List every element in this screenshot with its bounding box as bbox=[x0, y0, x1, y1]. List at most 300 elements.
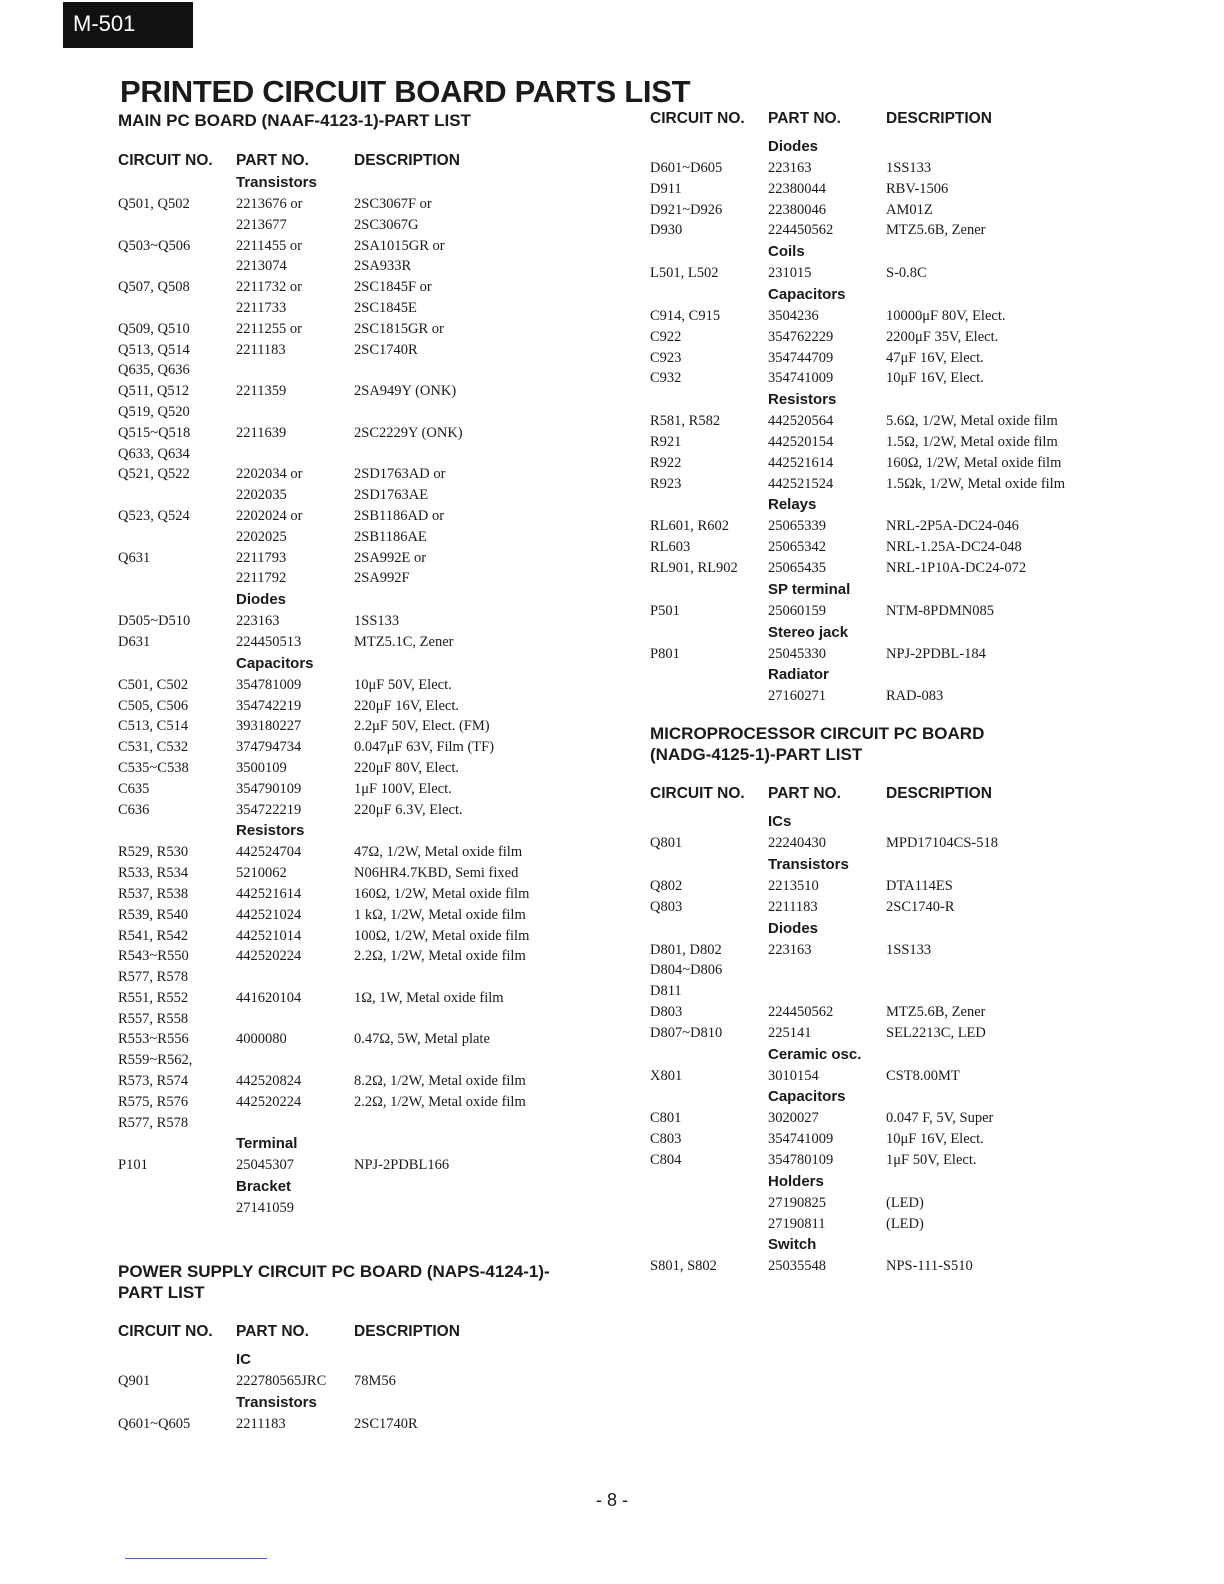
group-label bbox=[650, 284, 1150, 306]
group-label-text: Coils bbox=[768, 243, 805, 261]
circuit-no: C922 bbox=[650, 328, 682, 345]
circuit-no: Q519, Q520 bbox=[118, 403, 190, 420]
part-row bbox=[650, 601, 1150, 622]
description: N06HR4.7KBD, Semi fixed bbox=[354, 865, 519, 882]
part-no: 441620104 bbox=[236, 989, 302, 1006]
circuit-no: D804~D806 bbox=[650, 962, 723, 979]
part-row bbox=[118, 360, 618, 381]
description: 2SA933R bbox=[354, 258, 412, 275]
part-no: 442521024 bbox=[236, 906, 302, 923]
description bbox=[354, 402, 618, 423]
group-label-text: Stereo jack bbox=[768, 623, 849, 641]
group-label-text: Diodes bbox=[768, 919, 819, 937]
continued-column-headers bbox=[650, 108, 1150, 130]
group-label bbox=[118, 1349, 618, 1371]
description: RBV-1506 bbox=[886, 180, 949, 197]
circuit-no: D631 bbox=[118, 633, 151, 650]
part-no: 2211792 bbox=[236, 570, 287, 587]
part-no: 2211359 bbox=[236, 383, 287, 400]
group-label-text: IC bbox=[236, 1351, 251, 1369]
description: MTZ5.6B, Zener bbox=[886, 222, 986, 239]
group-label bbox=[650, 494, 1150, 516]
group-label-text: Diodes bbox=[768, 138, 819, 155]
part-no: 2211793 bbox=[236, 549, 287, 566]
part-no: 25065342 bbox=[768, 539, 826, 556]
part-no: 25045307 bbox=[236, 1157, 294, 1174]
description: 1Ω, 1W, Metal oxide film bbox=[354, 989, 504, 1006]
part-row bbox=[650, 1129, 1150, 1150]
part-no: 442521614 bbox=[236, 885, 302, 902]
part-no: 27190825 bbox=[768, 1194, 826, 1211]
description: 47μF 16V, Elect. bbox=[886, 349, 984, 366]
part-no: 2213676 or bbox=[236, 196, 303, 212]
part-row bbox=[118, 506, 618, 527]
circuit-no: Q523, Q524 bbox=[118, 507, 190, 524]
part-no: 442520224 bbox=[236, 948, 302, 965]
micro-board-column-headers bbox=[650, 783, 1150, 805]
circuit-no: R529, R530 bbox=[118, 844, 189, 861]
circuit-no: Q631 bbox=[118, 549, 151, 566]
group-label-text: Terminal bbox=[236, 1135, 298, 1153]
part-no bbox=[236, 1009, 354, 1030]
part-no: 2211639 bbox=[236, 424, 287, 441]
circuit-no: C531, C532 bbox=[118, 739, 189, 756]
group-label bbox=[118, 1133, 618, 1155]
description bbox=[354, 1009, 618, 1030]
description: 160Ω, 1/2W, Metal oxide film bbox=[354, 885, 530, 902]
part-no: 2211183 bbox=[236, 1415, 286, 1432]
description bbox=[886, 960, 1150, 981]
circuit-no: C535~C538 bbox=[118, 759, 189, 776]
part-row bbox=[118, 737, 618, 758]
part-row bbox=[118, 800, 618, 821]
circuit-no: D930 bbox=[650, 222, 683, 239]
group-label bbox=[650, 622, 1150, 644]
part-row bbox=[118, 548, 618, 569]
part-row bbox=[650, 897, 1150, 918]
description: 220μF 6.3V, Elect. bbox=[354, 801, 463, 818]
circuit-no: D801, D802 bbox=[650, 941, 722, 958]
part-no: 393180227 bbox=[236, 718, 302, 735]
power-board-title-line2: PART LIST bbox=[118, 1283, 205, 1303]
part-row bbox=[118, 1414, 618, 1435]
part-no: 223163 bbox=[768, 160, 812, 176]
part-no: 2211183 bbox=[768, 898, 818, 915]
part-no: 3010154 bbox=[768, 1067, 819, 1084]
part-row bbox=[650, 432, 1150, 453]
group-label bbox=[650, 664, 1150, 686]
circuit-no: R581, R582 bbox=[650, 413, 721, 430]
group-label-text: Switch bbox=[768, 1236, 817, 1254]
page-number: - 8 - bbox=[595, 1490, 628, 1510]
part-no: 442520564 bbox=[768, 413, 834, 430]
part-no: 22380044 bbox=[768, 180, 826, 197]
part-row bbox=[650, 537, 1150, 558]
circuit-no: C513, C514 bbox=[118, 718, 189, 735]
col-desc-header: DESCRIPTION bbox=[886, 785, 992, 803]
circuit-no: Q507, Q508 bbox=[118, 279, 190, 296]
part-row bbox=[118, 194, 618, 215]
part-no bbox=[236, 1113, 354, 1134]
description: 2SA949Y (ONK) bbox=[354, 383, 457, 400]
part-no: 354741009 bbox=[768, 370, 834, 387]
circuit-no bbox=[118, 527, 236, 548]
col-circuit-header: CIRCUIT NO. bbox=[118, 152, 213, 169]
description: 1μF 100V, Elect. bbox=[354, 780, 452, 797]
col-part-header: PART NO. bbox=[236, 152, 309, 169]
group-label-text: Transistors bbox=[768, 855, 849, 873]
circuit-no: Q801 bbox=[650, 835, 683, 852]
description: (LED) bbox=[886, 1215, 924, 1232]
right-column bbox=[650, 108, 1150, 1277]
part-row bbox=[118, 444, 618, 465]
circuit-no: R539, R540 bbox=[118, 906, 189, 923]
circuit-no bbox=[118, 256, 236, 277]
part-no: 27141059 bbox=[236, 1200, 294, 1217]
part-no: 374794734 bbox=[236, 739, 302, 756]
part-row bbox=[118, 1071, 618, 1092]
part-row bbox=[118, 319, 618, 340]
part-row bbox=[650, 1193, 1150, 1214]
group-label-text: Transistors bbox=[236, 1393, 317, 1411]
circuit-no bbox=[118, 215, 236, 236]
circuit-no: Q802 bbox=[650, 877, 683, 894]
power-board-column-headers bbox=[118, 1321, 618, 1343]
part-row bbox=[650, 1023, 1150, 1044]
description: NTM-8PDMN085 bbox=[886, 602, 994, 619]
group-label bbox=[118, 1392, 618, 1414]
circuit-no: D601~D605 bbox=[650, 160, 723, 176]
description: (LED) bbox=[886, 1194, 924, 1211]
circuit-no: R922 bbox=[650, 454, 682, 471]
part-no: 442521524 bbox=[768, 475, 834, 492]
description: 2SA992F bbox=[354, 570, 410, 587]
description: MTZ5.6B, Zener bbox=[886, 1003, 986, 1020]
part-row bbox=[118, 842, 618, 863]
circuit-no: R557, R558 bbox=[118, 1010, 189, 1027]
group-label bbox=[118, 172, 618, 194]
circuit-no: Q633, Q634 bbox=[118, 445, 190, 462]
part-row bbox=[650, 200, 1150, 221]
group-label bbox=[650, 918, 1150, 940]
circuit-no: R573, R574 bbox=[118, 1073, 189, 1090]
part-row bbox=[118, 423, 618, 444]
circuit-no: R553~R556 bbox=[118, 1031, 189, 1048]
part-no: 354790109 bbox=[236, 780, 302, 797]
col-part-header: PART NO. bbox=[768, 110, 841, 127]
circuit-no: Q501, Q502 bbox=[118, 196, 190, 212]
part-row bbox=[650, 1066, 1150, 1087]
circuit-no: P101 bbox=[118, 1157, 148, 1174]
description: 2SC1815GR or bbox=[354, 320, 444, 337]
main-board-continued-groups bbox=[650, 136, 1150, 707]
description: MTZ5.1C, Zener bbox=[354, 633, 454, 650]
group-label bbox=[650, 389, 1150, 411]
part-no: 442520824 bbox=[236, 1073, 302, 1090]
description: DTA114ES bbox=[886, 877, 953, 894]
part-row bbox=[650, 327, 1150, 348]
circuit-no: Q513, Q514 bbox=[118, 341, 190, 358]
description: 1SS133 bbox=[354, 613, 400, 630]
circuit-no: C923 bbox=[650, 349, 682, 366]
part-no: 22380046 bbox=[768, 201, 826, 218]
part-row bbox=[118, 1029, 618, 1050]
part-no: 225141 bbox=[768, 1024, 812, 1041]
part-row bbox=[650, 179, 1150, 200]
part-no: 5210062 bbox=[236, 865, 287, 882]
part-no: 2213074 bbox=[236, 258, 287, 275]
group-label bbox=[118, 589, 618, 611]
description: NRL-1P10A-DC24-072 bbox=[886, 559, 1027, 576]
description bbox=[354, 1198, 618, 1219]
description: 8.2Ω, 1/2W, Metal oxide film bbox=[354, 1073, 526, 1090]
circuit-no: C636 bbox=[118, 801, 150, 818]
circuit-no bbox=[118, 1198, 236, 1219]
circuit-no: Q515~Q518 bbox=[118, 424, 191, 441]
part-no: 354781009 bbox=[236, 676, 302, 693]
circuit-no: Q601~Q605 bbox=[118, 1415, 191, 1432]
description bbox=[354, 444, 618, 465]
part-no: 27190811 bbox=[768, 1215, 826, 1232]
circuit-no: R559~R562, bbox=[118, 1052, 193, 1069]
description: 2SD1763AE bbox=[354, 487, 429, 504]
circuit-no: C635 bbox=[118, 780, 150, 797]
part-row bbox=[118, 340, 618, 361]
circuit-no: Q901 bbox=[118, 1373, 151, 1390]
description: 1.5Ω, 1/2W, Metal oxide film bbox=[886, 433, 1058, 450]
part-row bbox=[118, 632, 618, 653]
description: 1.5Ωk, 1/2W, Metal oxide film bbox=[886, 475, 1065, 492]
group-label-text: SP terminal bbox=[768, 580, 851, 598]
circuit-no: D505~D510 bbox=[118, 613, 191, 630]
col-part-header: PART NO. bbox=[768, 785, 841, 803]
group-label bbox=[118, 1176, 618, 1198]
description: 2SD1763AD or bbox=[354, 466, 446, 483]
part-row bbox=[118, 967, 618, 988]
description: SEL2213C, LED bbox=[886, 1024, 986, 1041]
description: 1 kΩ, 1/2W, Metal oxide film bbox=[354, 906, 526, 923]
part-no: 2211183 bbox=[236, 341, 286, 358]
group-label bbox=[650, 811, 1150, 833]
part-no: 442524704 bbox=[236, 844, 302, 861]
description: 220μF 80V, Elect. bbox=[354, 759, 459, 776]
group-label bbox=[650, 1086, 1150, 1108]
part-no: 231015 bbox=[768, 265, 812, 282]
part-no: 223163 bbox=[236, 613, 280, 630]
description: 2200μF 35V, Elect. bbox=[886, 328, 999, 345]
group-label-text: Diodes bbox=[236, 591, 287, 609]
part-row bbox=[650, 1002, 1150, 1023]
circuit-no: RL601, R602 bbox=[650, 518, 729, 535]
part-row bbox=[650, 644, 1150, 665]
part-row bbox=[650, 411, 1150, 432]
circuit-no: C505, C506 bbox=[118, 697, 189, 714]
part-no: 354741009 bbox=[768, 1131, 834, 1148]
part-row bbox=[650, 474, 1150, 495]
part-row bbox=[650, 220, 1150, 241]
part-row bbox=[650, 558, 1150, 579]
part-no: 223163 bbox=[768, 941, 812, 958]
group-label-text: Capacitors bbox=[768, 285, 846, 303]
part-no: 2202024 or bbox=[236, 507, 303, 524]
description: MPD17104CS-518 bbox=[886, 835, 998, 852]
description: 1SS133 bbox=[886, 941, 932, 958]
part-row bbox=[650, 686, 1150, 707]
part-no: 354762229 bbox=[768, 328, 834, 345]
part-row bbox=[118, 696, 618, 717]
part-no: 2211733 bbox=[236, 299, 287, 316]
part-no: 442520154 bbox=[768, 433, 834, 450]
description: NRL-1.25A-DC24-048 bbox=[886, 539, 1022, 556]
description: 2SC1845E bbox=[354, 299, 417, 316]
part-no: 354722219 bbox=[236, 801, 302, 818]
group-label-text: Resistors bbox=[768, 391, 837, 409]
circuit-no: Q511, Q512 bbox=[118, 383, 190, 400]
part-row bbox=[118, 988, 618, 1009]
part-row bbox=[118, 1113, 618, 1134]
description: 10μF 50V, Elect. bbox=[354, 676, 452, 693]
description: 78M56 bbox=[354, 1373, 396, 1390]
part-no: 354742219 bbox=[236, 697, 302, 714]
part-no bbox=[236, 360, 354, 381]
group-label-text: Capacitors bbox=[236, 654, 314, 672]
group-label bbox=[118, 820, 618, 842]
part-no: 2213510 bbox=[768, 877, 819, 894]
part-row bbox=[118, 527, 618, 548]
description: 10000μF 80V, Elect. bbox=[886, 307, 1006, 324]
col-circuit-header: CIRCUIT NO. bbox=[118, 1323, 213, 1341]
description: 2.2Ω, 1/2W, Metal oxide film bbox=[354, 948, 526, 965]
circuit-no: Q503~Q506 bbox=[118, 237, 191, 254]
col-circuit-header: CIRCUIT NO. bbox=[650, 785, 745, 803]
part-no: 25065339 bbox=[768, 518, 826, 535]
part-row bbox=[118, 236, 618, 257]
circuit-no bbox=[118, 298, 236, 319]
part-no: 224450562 bbox=[768, 222, 834, 239]
part-row bbox=[118, 1371, 618, 1392]
part-row bbox=[118, 926, 618, 947]
group-label-text: Capacitors bbox=[768, 1088, 846, 1106]
part-row bbox=[118, 1009, 618, 1030]
part-row bbox=[650, 876, 1150, 897]
circuit-no: Q509, Q510 bbox=[118, 320, 190, 337]
part-row bbox=[650, 1214, 1150, 1235]
circuit-no: C801 bbox=[650, 1110, 682, 1127]
group-label bbox=[650, 1171, 1150, 1193]
description: 10μF 16V, Elect. bbox=[886, 370, 984, 387]
part-row bbox=[118, 464, 618, 485]
circuit-no: C501, C502 bbox=[118, 676, 189, 693]
description: 2.2μF 50V, Elect. (FM) bbox=[354, 718, 490, 735]
part-row bbox=[650, 516, 1150, 537]
description bbox=[886, 981, 1150, 1002]
part-no bbox=[768, 981, 886, 1002]
description: 0.47Ω, 5W, Metal plate bbox=[354, 1031, 490, 1048]
circuit-no bbox=[650, 1214, 768, 1235]
micro-board-title-line1: MICROPROCESSOR CIRCUIT PC BOARD bbox=[650, 724, 985, 744]
part-no: 2202025 bbox=[236, 528, 287, 545]
part-row bbox=[650, 940, 1150, 961]
part-row bbox=[118, 779, 618, 800]
part-row bbox=[118, 716, 618, 737]
circuit-no: C804 bbox=[650, 1151, 682, 1168]
part-no bbox=[768, 960, 886, 981]
group-label-text: Relays bbox=[768, 496, 817, 514]
part-no bbox=[236, 444, 354, 465]
circuit-no: D921~D926 bbox=[650, 201, 723, 218]
part-row bbox=[650, 833, 1150, 854]
group-label-text: Resistors bbox=[236, 822, 305, 840]
col-part-header: PART NO. bbox=[236, 1323, 309, 1341]
circuit-no: R575, R576 bbox=[118, 1093, 189, 1110]
col-desc-header: DESCRIPTION bbox=[354, 1323, 460, 1341]
description: NPJ-2PDBL166 bbox=[354, 1157, 450, 1174]
description: 2SB1186AD or bbox=[354, 507, 445, 524]
description: 10μF 16V, Elect. bbox=[886, 1131, 984, 1148]
part-row bbox=[650, 1150, 1150, 1171]
part-no: 354780109 bbox=[768, 1151, 834, 1168]
description: 2SC3067F or bbox=[354, 196, 432, 212]
part-row bbox=[650, 453, 1150, 474]
description: 0.047μF 63V, Film (TF) bbox=[354, 739, 495, 756]
circuit-no: D911 bbox=[650, 180, 682, 197]
group-label-text: Holders bbox=[768, 1172, 824, 1190]
part-no: 222780565JRC bbox=[236, 1373, 327, 1390]
circuit-no bbox=[650, 686, 768, 707]
circuit-no: R577, R578 bbox=[118, 969, 189, 986]
circuit-no: R551, R552 bbox=[118, 989, 189, 1006]
description: 2SB1186AE bbox=[354, 528, 427, 545]
description: 1SS133 bbox=[886, 160, 932, 176]
circuit-no: C914, C915 bbox=[650, 307, 721, 324]
description bbox=[354, 1050, 618, 1071]
part-row bbox=[650, 960, 1150, 981]
description: NPJ-2PDBL-184 bbox=[886, 645, 986, 662]
part-no: 2211455 or bbox=[236, 237, 302, 254]
part-no: 3504236 bbox=[768, 307, 819, 324]
description: 2SC1740-R bbox=[886, 898, 955, 915]
description: 160Ω, 1/2W, Metal oxide film bbox=[886, 454, 1062, 471]
part-no: 4000080 bbox=[236, 1031, 287, 1048]
description: 0.047 F, 5V, Super bbox=[886, 1110, 994, 1127]
group-label-text: ICs bbox=[768, 813, 792, 831]
part-row bbox=[650, 348, 1150, 369]
part-row bbox=[118, 256, 618, 277]
description bbox=[354, 967, 618, 988]
part-row bbox=[118, 381, 618, 402]
circuit-no bbox=[650, 1193, 768, 1214]
description: NPS-111-S510 bbox=[886, 1258, 973, 1275]
description: 2SC3067G bbox=[354, 216, 419, 233]
description: 2SA992E or bbox=[354, 549, 427, 566]
circuit-no: Q521, Q522 bbox=[118, 466, 190, 483]
group-label-text: Bracket bbox=[236, 1178, 292, 1196]
circuit-no bbox=[118, 568, 236, 589]
main-board-groups bbox=[118, 172, 618, 1219]
circuit-no: S801, S802 bbox=[650, 1258, 717, 1275]
part-row bbox=[118, 884, 618, 905]
part-no: 3020027 bbox=[768, 1110, 819, 1127]
part-row bbox=[650, 1108, 1150, 1129]
part-row bbox=[650, 263, 1150, 284]
part-row bbox=[118, 485, 618, 506]
model-tag: M-501 bbox=[63, 2, 193, 48]
part-row bbox=[118, 1155, 618, 1176]
part-no: 224450562 bbox=[768, 1003, 834, 1020]
group-label bbox=[650, 241, 1150, 263]
description bbox=[354, 1113, 618, 1134]
circuit-no: D807~D810 bbox=[650, 1024, 723, 1041]
